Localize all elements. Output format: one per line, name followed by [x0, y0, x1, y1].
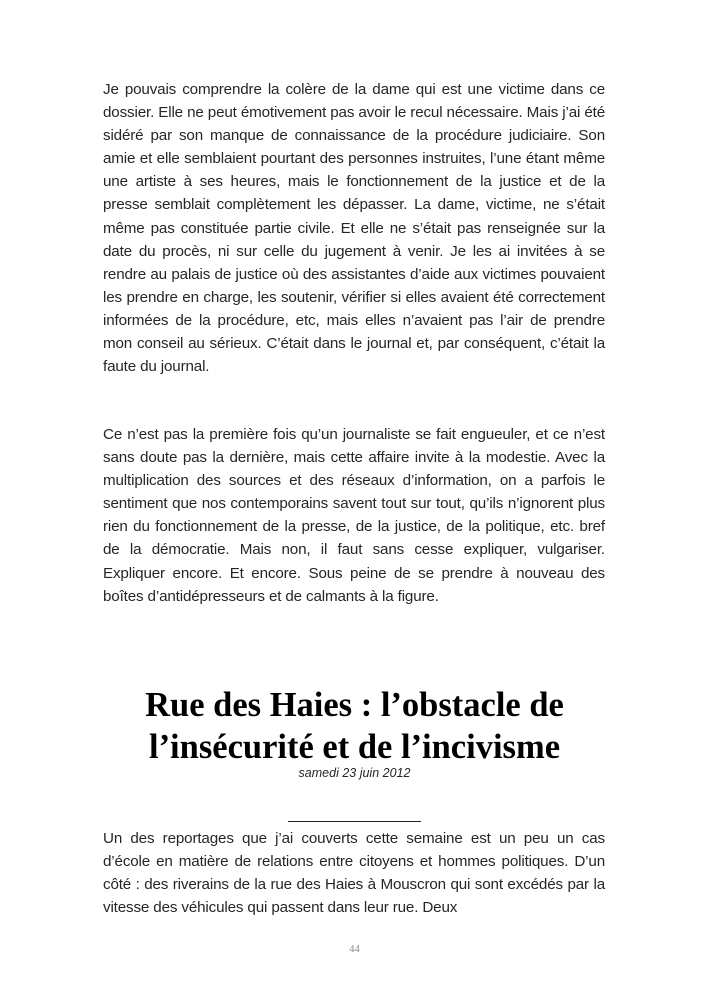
body-paragraph-1: Je pouvais comprendre la colère de la dame qui est une victime dans ce dossier. Elle ne peut émotivement pas avoir le recul nécessaire. Mais j’ai été sidéré par son manque de connaissance de la procédure judiciaire. Son amie et elle semblaient pourtant des personnes instruites, l’une étant même une artiste à ses heures, mais le fonctionnement de la justice et de la presse semblait complètement les dépasser. La dame, victime, ne s’était même pas constituée partie civile. Et elle ne s’était pas renseignée sur la date du procès, ni sur celle du jugement à venir. Je les ai invitées à se rendre au palais de justice où des assistantes d’aide aux victimes pouvaient les prendre en charge, les soutenir, vérifier si elles avaient été correctement informées de la procédure, etc, mais elles n’avaient pas l’air de prendre mon conseil au sérieux. C’était dans le journal et, par conséquent, c’était la faute du journal. [103, 81, 605, 376]
article-title: Rue des Haies : l’obstacle de l’insécurité et de l’incivisme [145, 686, 564, 766]
body-paragraph-2: Ce n’est pas la première fois qu’un journaliste se fait engueuler, et ce n’est sans doute pas la dernière, mais cette affaire invite à la modestie. Avec la multiplication des sources et des réseaux d’information, on a parfois le sentiment que nos contemporains savent tout sur tout, qu’ils n’ignorent plus rien du fonctionnement de la presse, de la justice, de la politique, etc. bref de la démocratie. Mais non, il faut sans cesse expliquer, vulgariser. Expliquer encore. Et encore. Sous peine de se prendre à nouveau des boîtes d’antidépresseurs et de calmants à la figure. [103, 426, 605, 605]
title-separator-rule [288, 821, 421, 822]
article-date: samedi 23 juin 2012 [298, 766, 411, 780]
page-number: 44 [349, 944, 360, 955]
article-paragraph-1: Un des reportages que j’ai couverts cette semaine est un peu un cas d’école en matière de relations entre citoyens et hommes politiques. D’un côté : des riverains de la rue des Haies à Mouscron qui sont excédés par la vitesse des véhicules qui passent dans leur rue. Deux [103, 830, 605, 917]
